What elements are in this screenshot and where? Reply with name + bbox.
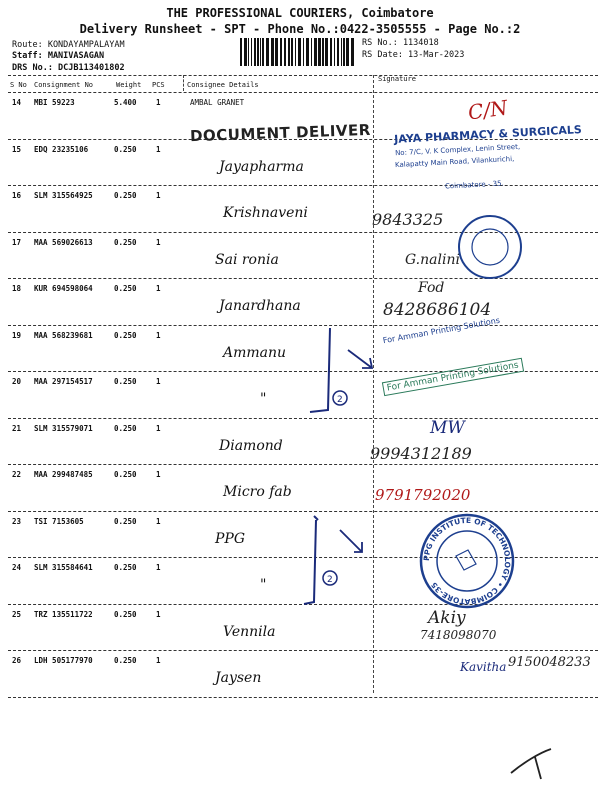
- row-sno: 16: [12, 191, 22, 200]
- marker-24-text: 2: [327, 575, 333, 585]
- row-sno: 15: [12, 144, 22, 154]
- row-consignment-no: MBI 59223: [34, 98, 75, 107]
- document-delivered-stamp: DOCUMENT DELIVER: [189, 120, 372, 146]
- row-consignment-no: EDQ 23235106: [34, 144, 89, 154]
- tick-mark-icon: [505, 745, 565, 785]
- row-weight: 0.250: [114, 656, 137, 665]
- row-handwritten-name: ": [260, 391, 267, 407]
- row-weight: 0.250: [114, 191, 137, 200]
- row-sno: 17: [12, 237, 22, 247]
- jaya-stamp-line3: Coimbatore - 35.: [444, 179, 505, 191]
- row-weight: 0.250: [114, 516, 137, 526]
- jaya-stamp-line1: No: 7/C, V. K Complex, Lenin Street,: [394, 142, 521, 158]
- row-pcs: 1: [156, 191, 161, 200]
- row-sno: 20: [12, 377, 22, 386]
- row-weight: 0.250: [114, 470, 137, 479]
- header-top-rule: [8, 75, 598, 76]
- row-pcs: 1: [156, 237, 161, 247]
- row-consignment-no: LDH 505177970: [34, 656, 93, 665]
- row-handwritten-name: Jaysen: [215, 670, 262, 686]
- marker-19-text: 2: [337, 395, 343, 405]
- col-header-consignee: Consignee Details: [187, 81, 259, 89]
- row-handwritten-name: Janardhana: [219, 298, 301, 314]
- round-stamp-icon: [455, 212, 525, 282]
- row-pcs: 1: [156, 144, 161, 154]
- signature-row17: G.nalini: [405, 252, 460, 268]
- route-text: Route: KONDAYAMPALAYAM: [12, 40, 125, 50]
- row-handwritten-name: Krishnaveni: [223, 205, 308, 221]
- phone-row18: 8428686104: [383, 300, 492, 320]
- row-sno: 22: [12, 470, 22, 479]
- header-bottom-rule: [8, 92, 598, 93]
- row-consignment-no: MAA 299487485: [34, 470, 93, 479]
- row-weight: 0.250: [114, 330, 137, 340]
- row-handwritten-name: PPG: [215, 530, 246, 547]
- col-header-weight: Weight: [116, 81, 142, 89]
- row-pcs: 1: [156, 284, 161, 293]
- ppg-institute-stamp-icon: [418, 512, 516, 610]
- row-sno: 25: [12, 609, 22, 619]
- for-amman-stamp-a: For Amman Printing Solutions: [382, 315, 501, 346]
- row-handwritten-name: Jayapharma: [219, 158, 304, 175]
- row-sno: 26: [12, 656, 22, 665]
- drs-number: DRS No.: DCJB113401802: [12, 63, 125, 73]
- row-consignment-no: MAA 569026613: [34, 237, 93, 247]
- row-weight: 0.250: [114, 237, 137, 247]
- row-sno: 19: [12, 330, 22, 340]
- bracket-mark-19-20-icon: [300, 320, 380, 420]
- col-header-signature: Signature: [378, 75, 416, 83]
- row-pcs: 1: [156, 98, 161, 107]
- phone-row17: 9843325: [372, 210, 444, 229]
- row-handwritten-name: Vennila: [223, 623, 276, 640]
- row-consignment-no: MAA 297154517: [34, 377, 93, 386]
- for-amman-stamp-b: For Amman Printing Solutions: [382, 358, 524, 396]
- row-weight: 0.250: [114, 423, 137, 433]
- row-consignment-no: SLM 315584641: [34, 563, 93, 572]
- jaya-pharmacy-stamp-title: JAYA PHARMACY & SURGICALS: [393, 123, 583, 146]
- barcode: [240, 38, 355, 68]
- row-weight: 0.250: [114, 377, 137, 386]
- row-sno: 14: [12, 98, 22, 107]
- svg-text:PPG INSTITUTE OF TECHNOLOGY •: [422, 516, 512, 606]
- row-handwritten-name: Diamond: [219, 437, 283, 454]
- runsheet-title: THE PROFESSIONAL COURIERS, Coimbatore: [166, 6, 434, 20]
- row-weight: 0.250: [114, 284, 137, 293]
- signature-row18: Fod: [418, 280, 445, 296]
- phone-row22: 9791792020: [375, 486, 471, 504]
- signature-row26: Kavitha: [460, 660, 507, 674]
- rs-number: RS No.: 1134018: [362, 38, 439, 48]
- row-pcs: 1: [156, 516, 161, 526]
- row-pcs: 1: [156, 377, 161, 386]
- row-sno: 21: [12, 423, 22, 433]
- row-divider: [8, 185, 598, 186]
- ppg-stamp-ring-text: PPG INSTITUTE OF TECHNOLOGY • COIMBATORE-35: [421, 515, 513, 607]
- col-header-pcs: PCS: [152, 81, 165, 89]
- row-consignee: AMBAL GRANET: [190, 98, 245, 107]
- row-pcs: 1: [156, 563, 161, 572]
- rs-date: RS Date: 13-Mar-2023: [362, 50, 465, 60]
- row-pcs: 1: [156, 656, 161, 665]
- row-consignment-no: KUR 694598064: [34, 284, 93, 293]
- row-consignment-no: SLM 315579071: [34, 423, 93, 433]
- row-divider: [8, 464, 598, 465]
- row-sno: 24: [12, 563, 22, 572]
- row-weight: 0.250: [114, 609, 137, 619]
- row-divider: [8, 650, 598, 651]
- row-consignment-no: TRZ 135511722: [34, 609, 93, 619]
- row-pcs: 1: [156, 330, 161, 340]
- jaya-stamp-line2: Kalapatty Main Road, Vilankurichi,: [394, 154, 515, 170]
- row-weight: 0.250: [114, 563, 137, 572]
- row-sno: 18: [12, 284, 22, 293]
- row-pcs: 1: [156, 423, 161, 433]
- row-pcs: 1: [156, 470, 161, 479]
- row-handwritten-name: Micro fab: [223, 484, 292, 500]
- phone-row25: 7418098070: [420, 628, 497, 642]
- row-consignment-no: MAA 568239681: [34, 330, 93, 340]
- staff-text: Staff: MANIVASAGAN: [12, 51, 105, 61]
- row-weight: 5.400: [114, 98, 137, 107]
- row-handwritten-name: Ammanu: [223, 344, 287, 361]
- row-sno: 23: [12, 516, 22, 526]
- row-consignment-no: TSI 7153605: [34, 516, 84, 526]
- row-weight: 0.250: [114, 144, 137, 154]
- phone-row21: 9994312189: [370, 444, 472, 463]
- row-divider: [8, 697, 598, 698]
- cn-mark: C/N: [466, 95, 510, 125]
- col-divider: [183, 75, 184, 91]
- row-handwritten-name: ": [260, 577, 267, 593]
- runsheet-subtitle: Delivery Runsheet - SPT - Phone No.:0422-3505555 - Page No.:2: [79, 22, 521, 36]
- col-header-consignment: Consignment No: [34, 81, 94, 89]
- col-header-sno: S No: [10, 81, 27, 89]
- row-handwritten-name: Sai ronia: [215, 251, 279, 268]
- row-pcs: 1: [156, 609, 161, 619]
- bracket-mark-23-24-icon: [300, 512, 380, 612]
- signature-row21: MW: [430, 418, 465, 438]
- row-consignment-no: SLM 315564925: [34, 191, 93, 200]
- signature-row25: Akiy: [428, 608, 466, 628]
- phone-row26: 9150048233: [508, 655, 591, 670]
